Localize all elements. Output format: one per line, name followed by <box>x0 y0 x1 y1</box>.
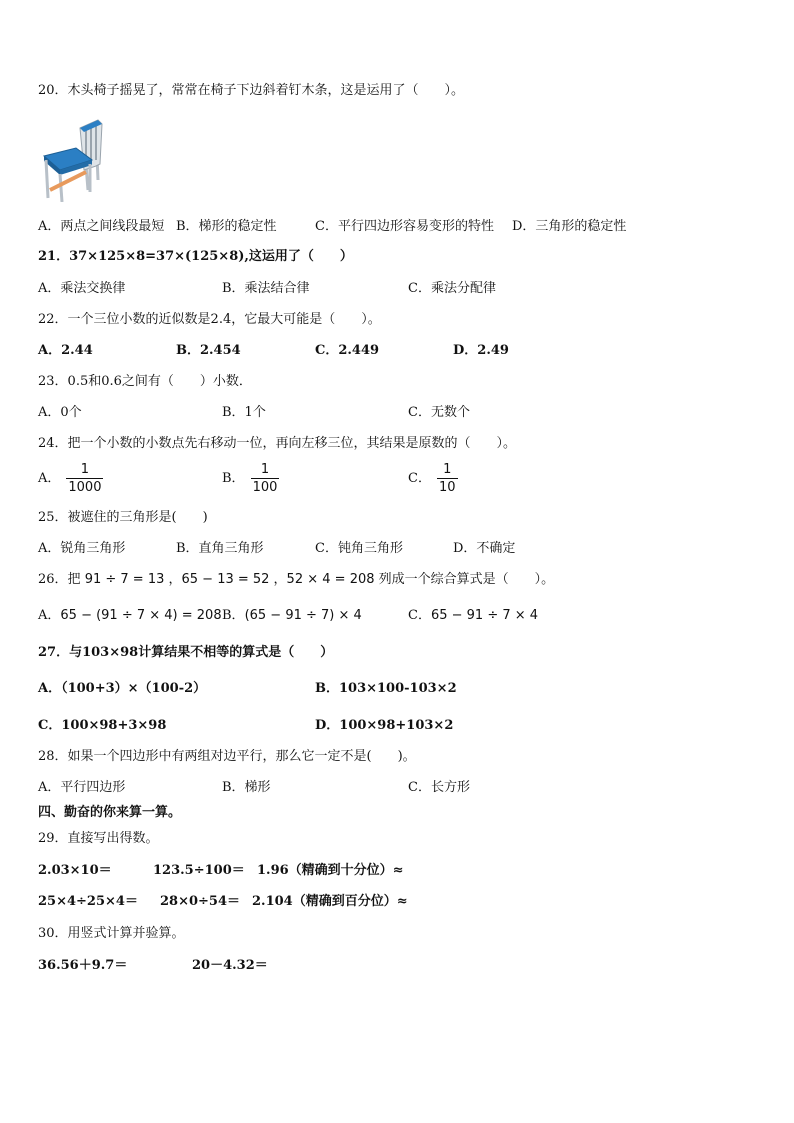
denominator: 100 <box>252 480 278 495</box>
q22-option-b: B．2.454 <box>176 343 241 358</box>
denominator: 1000 <box>68 480 102 495</box>
q26-stem-prefix: 26．把 <box>38 572 81 587</box>
q23-stem: 23．0.5和0.6之间有（ ）小数． <box>38 374 252 389</box>
q28-option-a: A．平行四边形 <box>38 780 126 795</box>
q23-option-c: C．无数个 <box>408 405 470 420</box>
q24-stem: 24．把一个小数的小数点先右移动一位，再向左移三位，其结果是原数的（ ）。 <box>38 436 517 451</box>
q29-item: 25×4÷25×4＝ <box>38 894 138 909</box>
q28-option-b: B．梯形 <box>222 780 271 795</box>
q24-option-b-label: B． <box>222 471 245 486</box>
q30-item: 36.56＋9.7＝ <box>38 958 128 973</box>
q20-option-b: B．梯形的稳定性 <box>176 219 277 234</box>
q24-option-c <box>408 462 458 496</box>
q26-option-a-math: 65 − (91 ÷ 7 × 4) = 208 <box>60 608 222 623</box>
q30-item: 20－4.32＝ <box>192 958 268 973</box>
chair-image <box>40 118 106 202</box>
q26-option-a <box>38 607 222 625</box>
q26-option-a-label: A． <box>38 608 61 623</box>
q27-stem: 27．与103×98计算结果不相等的算式是（ ） <box>38 645 334 660</box>
numerator: 1 <box>80 462 90 477</box>
q26-option-c <box>408 607 538 625</box>
q29-item: 28×0÷54＝ <box>160 894 241 909</box>
q21-option-a: A．乘法交换律 <box>38 281 126 296</box>
q24-option-a-label: A． <box>38 471 61 486</box>
q26-option-c-label: C． <box>408 608 431 623</box>
q22-option-d: D．2.49 <box>453 343 509 358</box>
q25-option-b: B．直角三角形 <box>176 541 264 556</box>
q20-stem: 20．木头椅子摇晃了，常常在椅子下边斜着钉木条，这是运用了（ ）。 <box>38 83 465 98</box>
q21-option-b: B．乘法结合律 <box>222 281 310 296</box>
q28-stem: 28．如果一个四边形中有两组对边平行，那么它一定不是( )。 <box>38 749 416 764</box>
q29-item: 123.5÷100＝ <box>153 863 245 878</box>
q22-option-c: C．2.449 <box>315 343 380 358</box>
q21-stem: 21．37×125×8=37×(125×8),这运用了（ ） <box>38 249 353 264</box>
section-heading: 四、勤奋的你来算一算。 <box>38 805 182 820</box>
denominator: 10 <box>438 480 456 495</box>
q26-stem-suffix: 列成一个综合算式是（ ）。 <box>378 572 555 587</box>
q21-option-c: C．乘法分配律 <box>408 281 496 296</box>
q27-option-a: A．（100+3）×（100-2） <box>38 681 207 696</box>
q24-option-c-label: C． <box>408 471 431 486</box>
q27-option-d: D．100×98+103×2 <box>315 718 454 733</box>
q26-option-c-math: 65 − 91 ÷ 7 × 4 <box>430 608 539 623</box>
q29-item: 2.03×10＝ <box>38 863 112 878</box>
q20-option-d: D．三角形的稳定性 <box>512 219 627 234</box>
q24-option-a <box>38 462 103 496</box>
q24-option-c-fraction <box>437 462 458 496</box>
q24-option-b-fraction <box>251 462 280 496</box>
q25-option-d: D．不确定 <box>453 541 516 556</box>
q27-option-b: B．103×100-103×2 <box>315 681 457 696</box>
q26-option-b-math: (65 − 91 ÷ 7) × 4 <box>244 608 362 623</box>
q24-option-a-fraction <box>66 462 103 496</box>
q22-option-a: A．2.44 <box>38 343 93 358</box>
q26-option-b-label: B． <box>222 608 245 623</box>
numerator: 1 <box>260 462 270 477</box>
q25-option-c: C．钝角三角形 <box>315 541 403 556</box>
q20-option-c: C．平行四边形容易变形的特性 <box>315 219 494 234</box>
q28-option-c: C．长方形 <box>408 780 470 795</box>
q20-option-a: A．两点之间线段最短 <box>38 219 165 234</box>
q25-stem: 25．被遮住的三角形是( ) <box>38 510 208 525</box>
q26-stem <box>38 571 554 589</box>
q23-option-a: A．0个 <box>38 405 82 420</box>
q27-option-c: C．100×98+3×98 <box>38 718 167 733</box>
q29-stem: 29．直接写出得数。 <box>38 831 159 846</box>
q25-option-a: A．锐角三角形 <box>38 541 126 556</box>
q29-item: 1.96（精确到十分位）≈ <box>257 863 404 878</box>
numerator: 1 <box>443 462 452 477</box>
q30-stem: 30．用竖式计算并验算。 <box>38 926 185 941</box>
q23-option-b: B．1个 <box>222 405 266 420</box>
q26-stem-math: 91 ÷ 7 = 13 ，65 − 13 = 52 ，52 × 4 = 208 <box>84 572 375 587</box>
q24-option-b <box>222 462 279 496</box>
q22-stem: 22．一个三位小数的近似数是2.4，它最大可能是（ ）。 <box>38 312 381 327</box>
q29-item: 2.104（精确到百分位）≈ <box>252 894 408 909</box>
q26-option-b <box>222 607 362 625</box>
